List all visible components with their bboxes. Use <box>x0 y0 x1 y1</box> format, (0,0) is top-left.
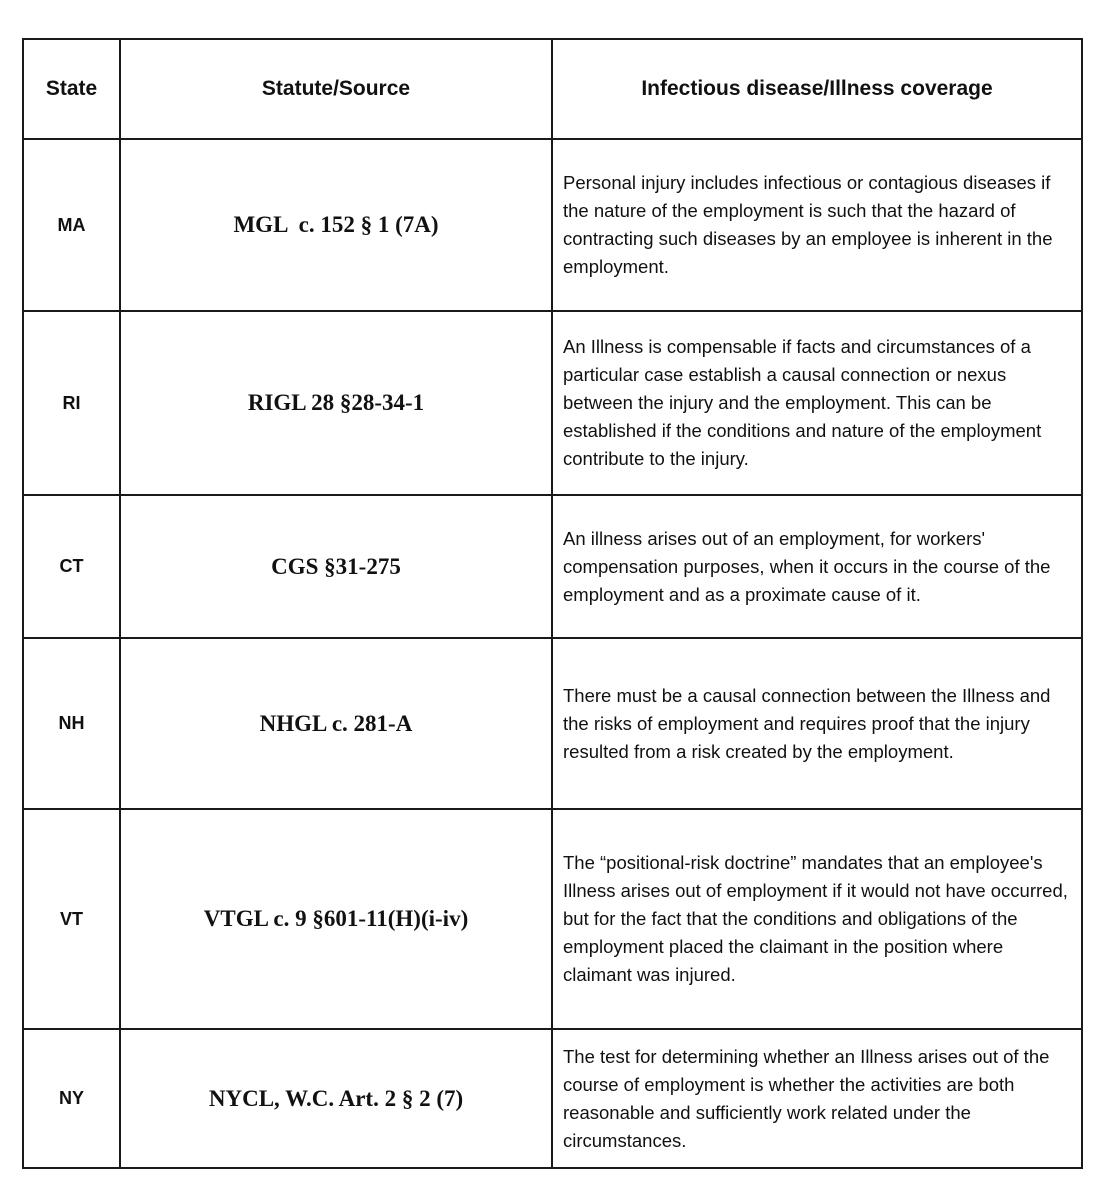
state-cell: NH <box>23 638 120 809</box>
statute-text: CGS §31-275 <box>271 553 401 579</box>
statute-text: MGL c. 152 § 1 (7A) <box>233 212 439 237</box>
coverage-cell: Personal injury includes infectious or contagious diseases if the nature of the employment is such that the hazard of contracting such diseases by an employee is inherent in the employment. <box>552 139 1082 311</box>
state-cell: NY <box>23 1029 120 1168</box>
table-row <box>23 139 1082 311</box>
state-cell: CT <box>23 495 120 638</box>
statute-text: NHGL c. 281-A <box>259 710 413 736</box>
table-row <box>23 638 1082 809</box>
state-cell: VT <box>23 809 120 1029</box>
table-row <box>23 495 1082 638</box>
statute-text: RIGL 28 §28-34-1 <box>247 390 425 415</box>
table-row <box>23 311 1082 495</box>
state-cell: MA <box>23 139 120 311</box>
header-state: State <box>23 39 120 139</box>
statute-text: VTGL c. 9 §601-11(H)(i-iv) <box>203 906 469 931</box>
statute-text: NYCL, W.C. Art. 2 § 2 (7) <box>208 1085 464 1111</box>
statute-cell <box>120 311 552 495</box>
state-cell: RI <box>23 311 120 495</box>
coverage-cell: There must be a causal connection between the Illness and the risks of employment and requires proof that the injury resulted from a risk created by the employment. <box>552 638 1082 809</box>
coverage-cell: The “positional-risk doctrine” mandates that an employee's Illness arises out of employment if it would not have occurred, but for the fact that the conditions and obligations of the employment placed the claimant in the position where claimant was injured. <box>552 809 1082 1029</box>
coverage-cell: An Illness is compensable if facts and circumstances of a particular case establish a causal connection or nexus between the injury and the employment. This can be established if the conditions and nature of the employment contribute to the injury. <box>552 311 1082 495</box>
table-row <box>23 1029 1082 1168</box>
coverage-cell: The test for determining whether an Illness arises out of the course of employment is whether the activities are both reasonable and sufficiently work related under the circumstances. <box>552 1029 1082 1168</box>
statute-table <box>22 38 1083 1169</box>
statute-cell <box>120 809 552 1029</box>
statute-cell <box>120 1029 552 1168</box>
statute-cell <box>120 638 552 809</box>
table-row <box>23 809 1082 1029</box>
statute-cell <box>120 495 552 638</box>
coverage-cell: An illness arises out of an employment, for workers' compensation purposes, when it occurs in the course of the employment and as a proximate cause of it. <box>552 495 1082 638</box>
header-coverage: Infectious disease/Illness coverage <box>552 39 1082 139</box>
header-row <box>23 39 1082 139</box>
statute-cell <box>120 139 552 311</box>
header-statute-source: Statute/Source <box>120 39 552 139</box>
